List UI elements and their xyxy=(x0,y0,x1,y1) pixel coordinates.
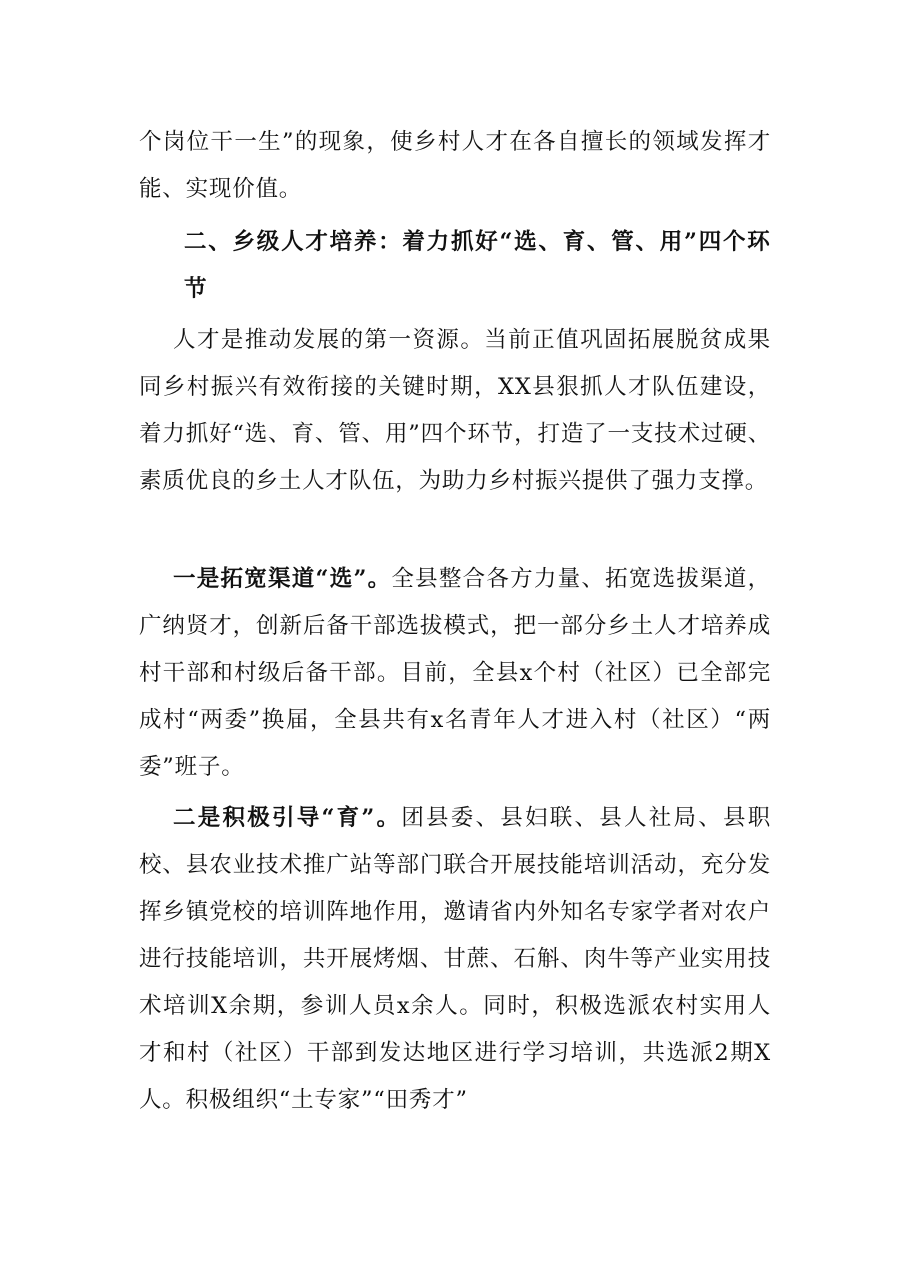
section-heading xyxy=(139,219,771,313)
item2-paragraph xyxy=(139,795,771,1124)
continuation-paragraph xyxy=(139,119,771,213)
item2-body: 团县委、县妇联、县人社局、县职校、县农业技术推广站等部门联合开展技能培训活动，充分发挥乡镇党校的培训阵地作用，邀请省内外知名专家学者对农户进行技能培训，共开展烤烟、甘蔗、石斛、肉牛等产业实用技术培训X余期，参训人员x余人。同时，积极选派农村实用人才和村（社区）干部到发达地区进行学习培训，共选派2期X人。积极组织“土专家”“田秀才” xyxy=(139,805,771,1113)
section-heading-text: 二、乡级人才培养：着力抓好“选、育、管、用”四个环节 xyxy=(184,229,771,302)
item1-body: 全县整合各方力量、拓宽选拔渠道，广纳贤才，创新后备干部选拔模式，把一部分乡土人才培养成村干部和村级后备干部。目前，全县x个村（社区）已全部完成村“两委”换届，全县共有x名青年人才进入村（社区）“两委”班子。 xyxy=(139,566,771,780)
intro-paragraph-text: 人才是推动发展的第一资源。当前正值巩固拓展脱贫成果同乡村振兴有效衔接的关键时期，XX县狠抓人才队伍建设，着力抓好“选、育、管、用”四个环节，打造了一支技术过硬、素质优良的乡土人才队伍，为助力乡村振兴提供了强力支撑。 xyxy=(139,327,771,494)
continuation-text: 个岗位干一生”的现象，使乡村人才在各自擅长的领域发挥才能、实现价值。 xyxy=(139,129,771,202)
intro-paragraph xyxy=(139,317,771,505)
item1-paragraph xyxy=(139,556,771,791)
item2-lead: 二是积极引导“育”。 xyxy=(173,805,402,831)
item1-lead: 一是拓宽渠道“选”。 xyxy=(173,566,392,592)
